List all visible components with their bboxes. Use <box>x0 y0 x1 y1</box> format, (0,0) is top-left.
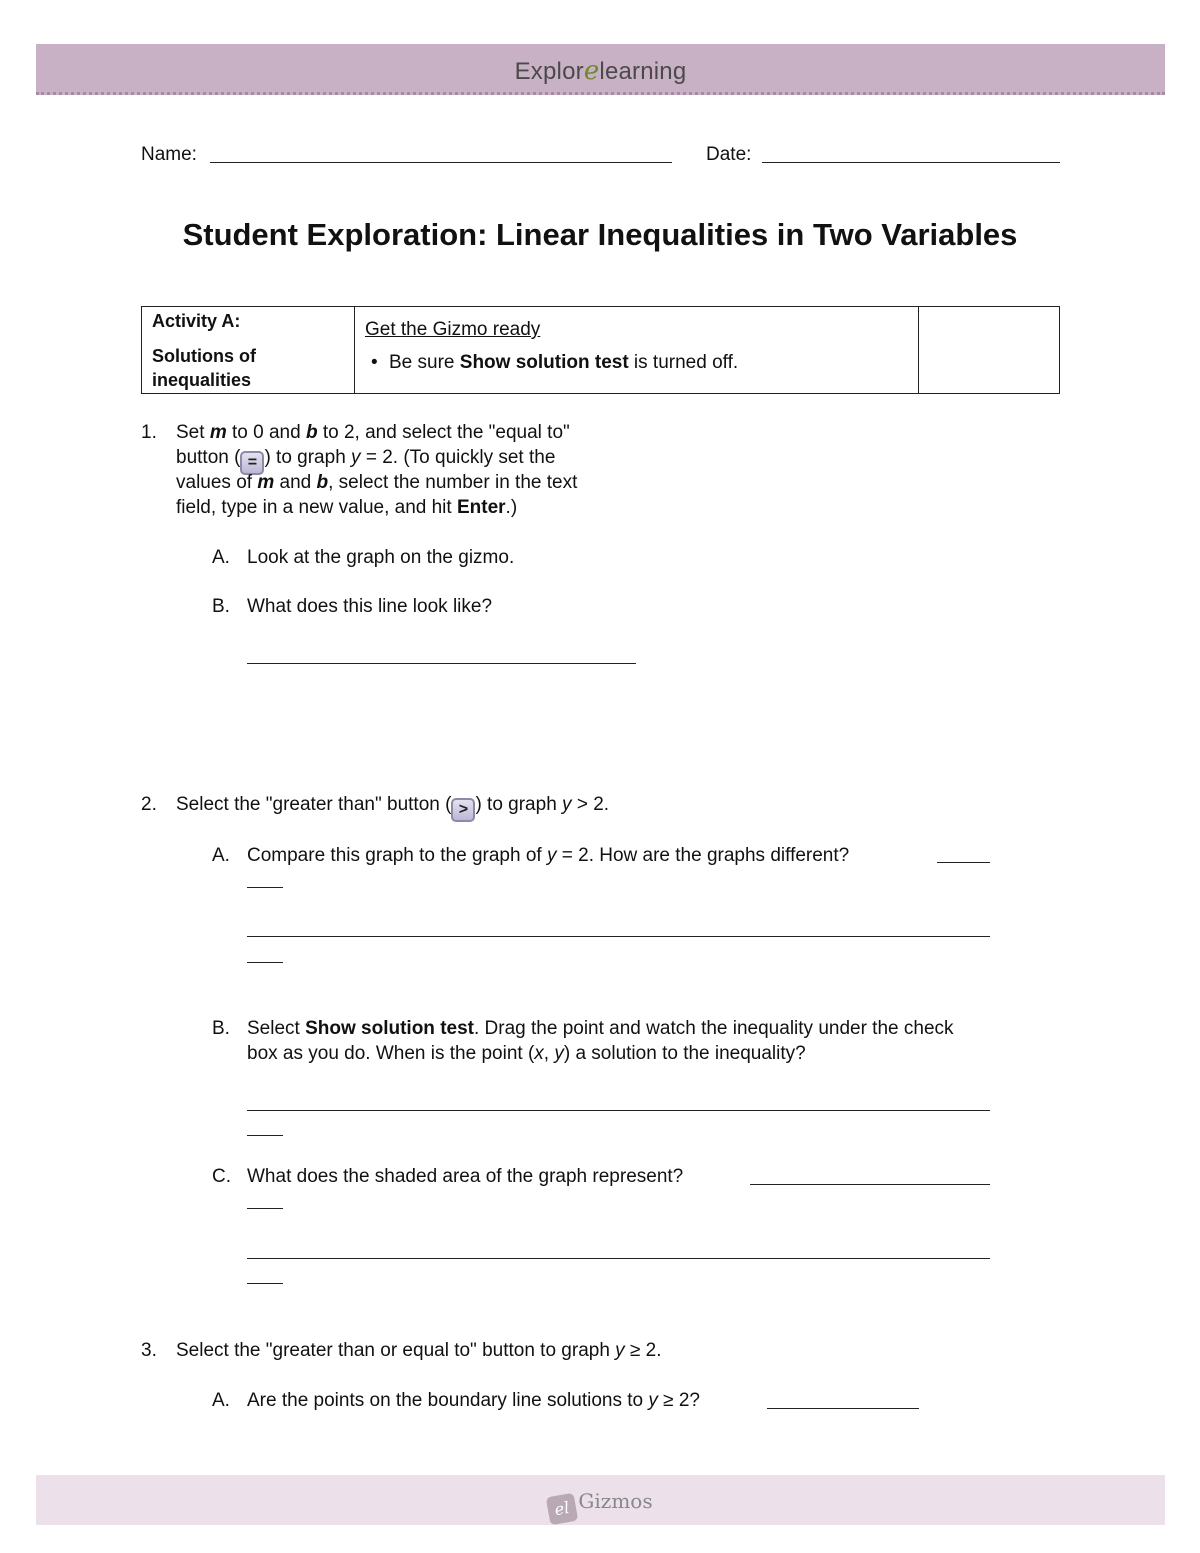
activity-subheading: Solutions of inequalities <box>152 346 256 390</box>
q2-number: 2. <box>141 794 157 815</box>
q2c-answer-blank-4[interactable] <box>247 1283 283 1284</box>
q2c-answer-blank-1[interactable] <box>750 1184 990 1185</box>
ready-bullet: • Be sure Show solution test is turned off. <box>355 341 918 374</box>
activity-heading: Activity A: <box>152 311 241 331</box>
q1a-text: Look at the graph on the gizmo. <box>247 547 515 568</box>
brand-mark: e <box>583 56 600 86</box>
q2a-answer-blank-1[interactable] <box>937 862 990 863</box>
page-footer <box>36 1475 1165 1525</box>
q2b-label: B. <box>212 1018 230 1039</box>
q1b-label: B. <box>212 596 230 617</box>
q2a-label: A. <box>212 845 230 866</box>
q2b-line-1: Select Show solution test. Drag the point and watch the inequality under the check <box>247 1018 954 1039</box>
q2c-label: C. <box>212 1166 231 1187</box>
q2a-text: Compare this graph to the graph of y = 2. How are the graphs different? <box>247 845 850 866</box>
q2-line: Select the "greater than" button ( > ) to graph y > 2. <box>176 792 609 822</box>
activity-instructions-cell <box>355 307 919 394</box>
q1-line-1: Set m to 0 and b to 2, and select the "equal to" <box>176 422 570 443</box>
q2c-text: What does the shaded area of the graph represent? <box>247 1166 684 1187</box>
q2a-answer-blank-4[interactable] <box>247 962 283 963</box>
q2b-line-2: box as you do. When is the point (x, y) a solution to the inequality? <box>247 1043 806 1064</box>
date-label: Date: <box>706 144 752 165</box>
activity-label-cell <box>142 307 355 394</box>
gizmo-ready-label: Get the Gizmo ready <box>365 319 541 340</box>
q1a-label: A. <box>212 547 230 568</box>
name-label: Name: <box>141 144 197 165</box>
q2c-answer-blank-3[interactable] <box>247 1258 990 1259</box>
gizmos-logo: el Gizmos <box>36 1489 1165 1523</box>
gizmos-logo-mark: el <box>546 1493 578 1525</box>
q1-line-2: button ( = ) to graph y = 2. (To quickly set the <box>176 445 555 475</box>
q2a-answer-blank-2[interactable] <box>247 887 283 888</box>
q3a-answer-blank[interactable] <box>767 1408 919 1409</box>
q1b-text: What does this line look like? <box>247 596 493 617</box>
q1b-answer-blank[interactable] <box>247 663 636 664</box>
activity-blank-cell <box>919 307 1060 394</box>
q1-number: 1. <box>141 422 157 443</box>
q2b-answer-blank-2[interactable] <box>247 1135 283 1136</box>
page-header <box>36 44 1165 95</box>
q3-line: Select the "greater than or equal to" button to graph y ≥ 2. <box>176 1340 662 1361</box>
q2b-answer-blank-1[interactable] <box>247 1110 990 1111</box>
greater-than-button-icon: > <box>451 798 475 822</box>
date-blank[interactable] <box>762 162 1060 163</box>
q1-line-4: field, type in a new value, and hit Enter.) <box>176 497 518 518</box>
name-blank[interactable] <box>210 162 672 163</box>
q3a-label: A. <box>212 1390 230 1411</box>
q1-line-3: values of m and b, select the number in the text <box>176 472 578 493</box>
q2a-answer-blank-3[interactable] <box>247 936 990 937</box>
q2c-answer-blank-2[interactable] <box>247 1208 283 1209</box>
activity-table <box>141 306 1060 394</box>
q3a-text: Are the points on the boundary line solutions to y ≥ 2? <box>247 1390 700 1411</box>
page-title: Student Exploration: Linear Inequalities in Two Variables <box>182 217 1018 252</box>
equal-to-button-icon: = <box>240 451 264 475</box>
q3-number: 3. <box>141 1340 157 1361</box>
explorelearning-logo: Explorelearning <box>514 56 687 86</box>
